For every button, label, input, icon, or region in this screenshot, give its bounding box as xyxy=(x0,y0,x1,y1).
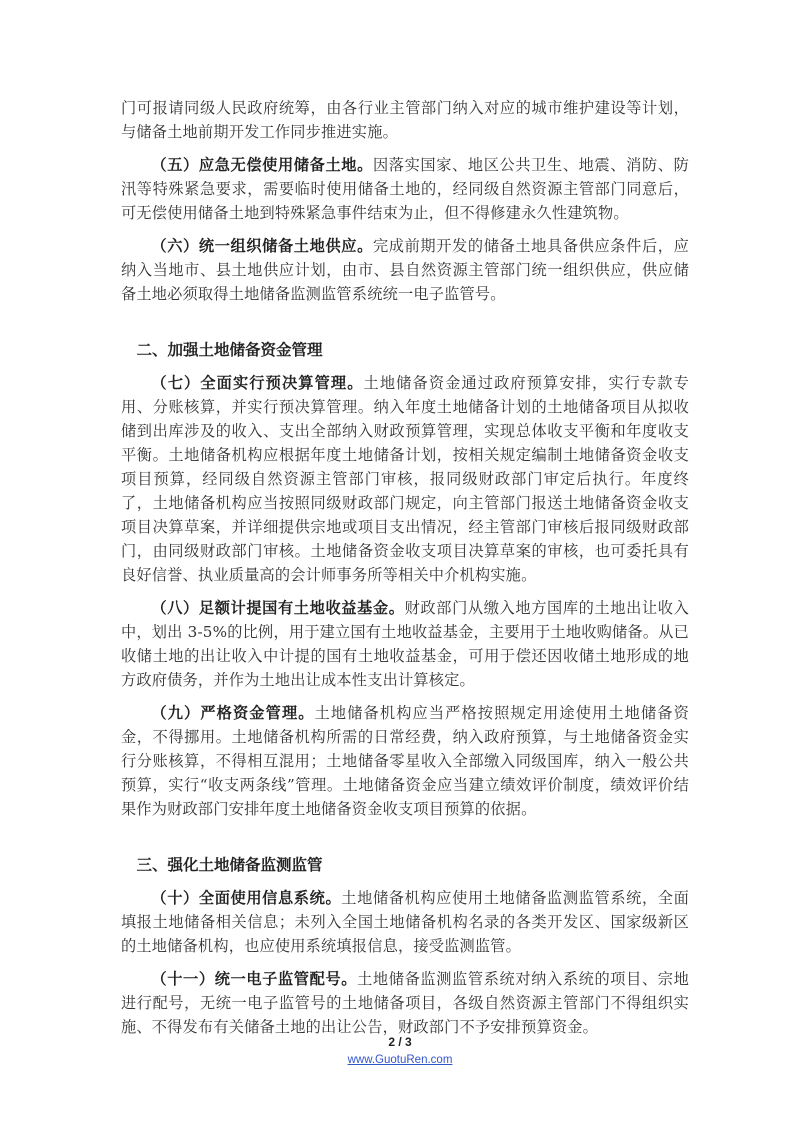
paragraph-7 xyxy=(121,371,689,587)
paragraph-body: 土地储备监测监管系统对纳入系统的项目、宗地进行配号，无统一电子监管号的土地储备项目，各级自然资源主管部门不得组织实施、不得发布有关储备土地的出让公告，财政部门不予安排预算资金。 xyxy=(121,970,689,1036)
document-page xyxy=(121,96,689,1048)
section-heading-2: 二、加强土地储备资金管理 xyxy=(136,341,323,359)
section-heading-3: 三、强化土地储备监测监管 xyxy=(136,856,323,874)
paragraph-title: （十一）统一电子监管配号。 xyxy=(151,970,358,988)
page-number: 2 / 3 xyxy=(388,1035,412,1049)
paragraph-body: 财政部门从缴入地方国库的土地出让收入中，划出 3-5%的比例，用于建立国有土地收益基金，主要用于土地收购储备。从已收储土地的出让收入中计提的国有土地收益基金，可用于偿还因收储土地形成的地方政府债务，并作为土地出让成本性支出计算核定。 xyxy=(121,599,689,689)
paragraph-body: 土地储备机构应使用土地储备监测监管系统，全面填报土地储备相关信息；未列入全国土地储备机构名录的各类开发区、国家级新区的土地储备机构，也应使用系统填报信息，接受监测监管。 xyxy=(121,889,689,955)
paragraph-title: （九）严格资金管理。 xyxy=(151,704,315,722)
paragraph-6 xyxy=(121,234,689,306)
paragraph-body: 土地储备资金通过政府预算安排，实行专款专用、分账核算，并实行预决算管理。纳入年度土地储备计划的土地储备项目从拟收储到出库涉及的收入、支出全部纳入财政预算管理，实现总体收支平衡和年度收支平衡。土地储备机构应根据年度土地储备计划，按相关规定编制土地储备资金收支项目预算，经同级自然资源主管部门审核，报同级财政部门审定后执行。年度终了，土地储备机构应当按照同级财政部门规定，向主管部门报送土地储备资金收支项目决算草案，并详细提供宗地或项目支出情况，经主管部门审核后报同级财政部门，由同级财政部门审核。土地储备资金收支项目决算草案的审核，也可委托具有良好信誉、执业质量高的会计师事务所等相关中介机构实施。 xyxy=(121,374,689,584)
paragraph-title: （十）全面使用信息系统。 xyxy=(151,889,342,907)
paragraph-body: 土地储备机构应当严格按照规定用途使用土地储备资金，不得挪用。土地储备机构所需的日常经费，纳入政府预算，与土地储备资金实行分账核算，不得相互混用；土地储备零星收入全部缴入同级国库，纳入一般公共预算，实行“收支两条线”管理。土地储备资金应当建立绩效评价制度，绩效评价结果作为财政部门安排年度土地储备资金收支项目预算的依据。 xyxy=(121,704,690,818)
paragraph-9 xyxy=(121,701,689,821)
website-link[interactable]: www.GuotuRen.com xyxy=(347,1054,453,1066)
paragraph-title: （六）统一组织储备土地供应。 xyxy=(151,237,373,255)
page-footer xyxy=(0,1034,800,1068)
paragraph-body: 因落实国家、地区公共卫生、地震、消防、防汛等特殊紧急要求，需要临时使用储备土地的，经同级自然资源主管部门同意后，可无偿使用储备土地到特殊紧急事件结束为止，但不得修建永久性建筑物。 xyxy=(121,156,689,222)
paragraph-title: （八）足额计提国有土地收益基金。 xyxy=(151,599,405,617)
paragraph-title: （五）应急无偿使用储备土地。 xyxy=(151,156,373,174)
continuation-paragraph: 门可报请同级人民政府统筹，由各行业主管部门纳入对应的城市维护建设等计划，与储备土地前期开发工作同步推进实施。 xyxy=(121,99,689,141)
paragraph-11 xyxy=(121,967,689,1039)
paragraph-body: 完成前期开发的储备土地具备供应条件后，应纳入当地市、县土地供应计划，由市、县自然资源主管部门统一组织供应，供应储备土地必须取得土地储备监测监管系统统一电子监管号。 xyxy=(121,237,689,303)
paragraph-10 xyxy=(121,886,689,958)
paragraph-8 xyxy=(121,596,689,692)
paragraph-title: （七）全面实行预决算管理。 xyxy=(151,374,364,392)
paragraph-5 xyxy=(121,153,689,225)
